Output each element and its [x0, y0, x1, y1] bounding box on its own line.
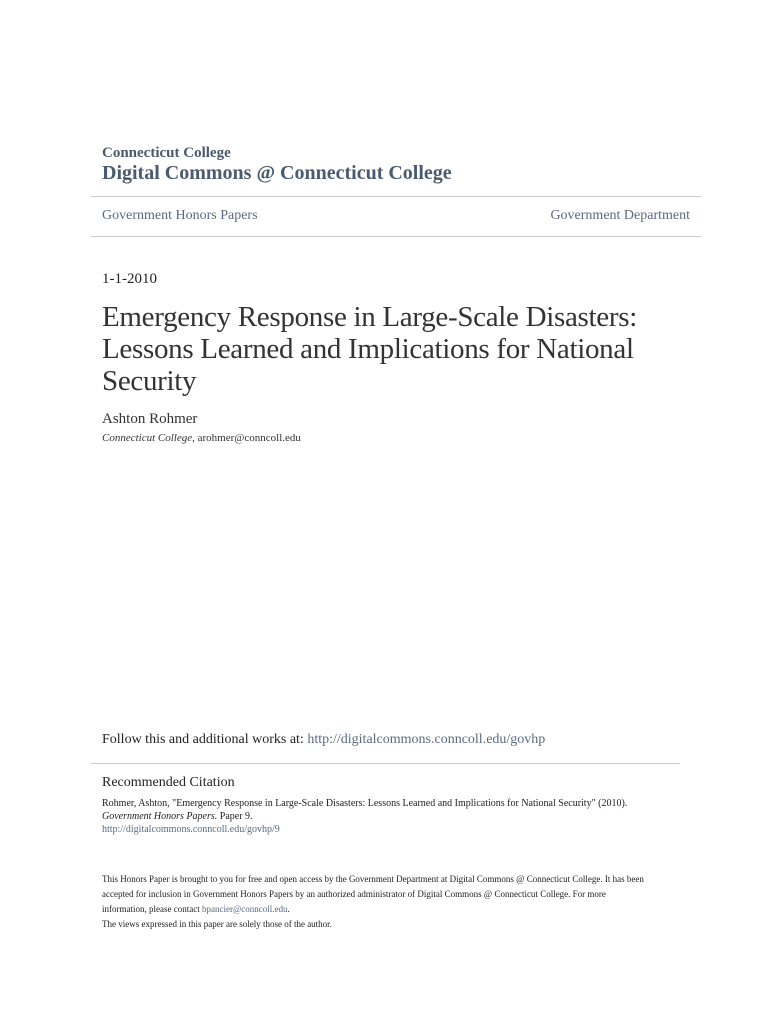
notice-line-3-suffix: .: [287, 904, 290, 914]
title-line-1: Emergency Response in Large-Scale Disasters:: [102, 301, 637, 333]
repository-link[interactable]: Digital Commons @ Connecticut College: [102, 162, 452, 184]
citation-line-1: Rohmer, Ashton, "Emergency Response in Large-Scale Disasters: Lessons Learned and Implications for National Security" (2010).: [102, 798, 628, 809]
header-divider-bottom: [90, 236, 702, 237]
citation-paper-no: Paper 9.: [217, 811, 253, 822]
contact-email-link[interactable]: bpancier@conncoll.edu: [201, 904, 288, 914]
institution-name: Connecticut College: [102, 145, 231, 161]
citation-divider: [90, 763, 680, 764]
access-notice: [102, 872, 692, 932]
recommended-citation-heading: Recommended Citation: [102, 775, 235, 790]
follow-url-link[interactable]: http://digitalcommons.conncoll.edu/govhp: [307, 732, 546, 747]
citation-url-link[interactable]: http://digitalcommons.conncoll.edu/govhp/9: [102, 824, 280, 835]
citation-text: [102, 797, 702, 836]
follow-line: [102, 732, 545, 748]
publication-date: 1-1-2010: [102, 271, 157, 287]
paper-title: [102, 301, 662, 397]
author-affiliation: [102, 432, 301, 444]
series-link[interactable]: Government Honors Papers: [102, 208, 258, 223]
affiliation-email[interactable]: , arohmer@conncoll.edu: [192, 432, 301, 444]
header-divider-top: [90, 196, 702, 197]
notice-line-1: This Honors Paper is brought to you for free and open access by the Government Department at Digital Commons @ Connecticut College. It has been: [102, 874, 644, 884]
notice-line-3-prefix: information, please contact: [102, 904, 202, 914]
notice-line-2: accepted for inclusion in Government Honors Papers by an authorized administrator of Digital Commons @ Connecticut College. For more: [102, 889, 606, 899]
author-name: Ashton Rohmer: [102, 411, 198, 427]
citation-journal: Government Honors Papers.: [102, 811, 218, 822]
notice-line-4: The views expressed in this paper are solely those of the author.: [102, 919, 332, 929]
title-line-2: Lessons Learned and Implications for National: [102, 333, 634, 365]
department-link[interactable]: Government Department: [550, 208, 690, 223]
follow-label: Follow this and additional works at:: [102, 732, 308, 747]
title-line-3: Security: [102, 365, 197, 397]
affiliation-college: Connecticut College: [102, 432, 193, 444]
